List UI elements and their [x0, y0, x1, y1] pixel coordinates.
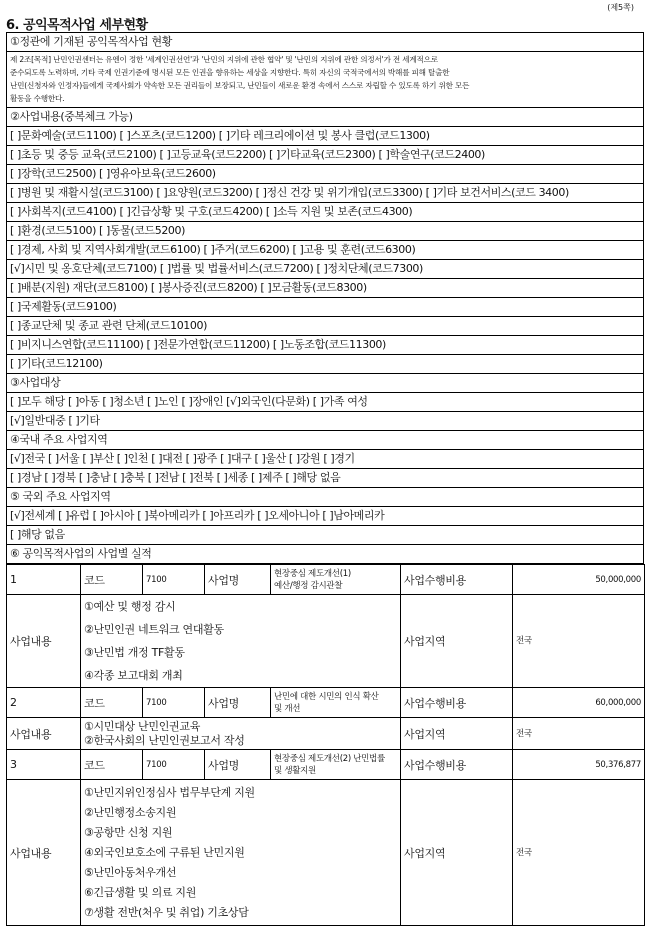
activity-item: ②난민인권 네트워크 연대활동 [84, 623, 224, 636]
domestic-region-row: [ ]경남 [ ]경북 [ ]충남 [ ]충북 [ ]전남 [ ]전북 [ ]세종 [ ]제주 [ ]해당 없음 [6, 469, 644, 488]
cost-label: 사업수행비용 [401, 750, 513, 780]
content-label: 사업내용 [7, 595, 81, 688]
project-content-row [7, 595, 645, 688]
activity-item: ①난민지위인정심사 법무부단계 지원 [84, 785, 255, 799]
activity-item: ⑤난민아동처우개선 [84, 865, 177, 879]
activity-item: ①시민대상 난민인권교육 [84, 719, 201, 733]
articles-purpose-text [6, 52, 644, 108]
overseas-region-row: [ ]해당 없음 [6, 526, 644, 545]
section-6-heading: ⑥ 공익목적사업의 사업별 실적 [6, 545, 644, 564]
content-label: 사업내용 [7, 718, 81, 750]
project-content-row [7, 780, 645, 926]
category-row: [ ]배분(지원) 재단(코드8100) [ ]봉사증진(코드8200) [ ]모금활동(코드8300) [6, 279, 644, 298]
activity-item: ③공항만 신청 지원 [84, 825, 173, 839]
section-2-heading: ②사업내용(중복체크 가능) [6, 108, 644, 127]
activity-item: ③난민법 개정 TF활동 [84, 646, 185, 659]
category-row: [ ]기타(코드12100) [6, 355, 644, 374]
activity-item: ①예산 및 행정 감시 [84, 600, 176, 613]
cost-label: 사업수행비용 [401, 688, 513, 718]
code-value: 7100 [143, 750, 205, 780]
category-row: [ ]경제, 사회 및 지역사회개발(코드6100) [ ]주거(코드6200) [ ]고용 및 훈련(코드6300) [6, 241, 644, 260]
activity-item: ②난민행정소송지원 [84, 805, 177, 819]
category-row: [ ]비지니스연합(코드11100) [ ]전문가연합(코드11200) [ ]노동조합(코드11300) [6, 336, 644, 355]
page-number-label: (제5쪽) [607, 3, 634, 12]
region-label: 사업지역 [401, 595, 513, 688]
activity-item: ⑦생활 전반(처우 및 취업) 기초상담 [84, 905, 249, 919]
performance-table [6, 564, 645, 926]
cost-value: 50,000,000 [513, 565, 645, 595]
category-row: [ ]환경(코드5100) [ ]동물(코드5200) [6, 222, 644, 241]
region-label: 사업지역 [401, 718, 513, 750]
category-row: [ ]종교단체 및 종교 관련 단체(코드10100) [6, 317, 644, 336]
overseas-region-row: [√]전세계 [ ]유럽 [ ]아시아 [ ]북아메리카 [ ]아프리카 [ ]오세아니아 [ ]남아메리카 [6, 507, 644, 526]
activity-item: ④각종 보고대회 개최 [84, 669, 183, 682]
region-value: 전국 [513, 595, 645, 688]
project-header-row [7, 688, 645, 718]
target-row: [ ]모두 해당 [ ]아동 [ ]청소년 [ ]노인 [ ]장애인 [√]외국인(다문화) [ ]가족 여성 [6, 393, 644, 412]
code-value: 7100 [143, 688, 205, 718]
region-label: 사업지역 [401, 780, 513, 926]
code-label: 코드 [81, 688, 143, 718]
purpose-line: 제 2조[목적] 난민인권센터는 유엔이 정한 '세계인권선언'과 '난민의 지위에 관한 협약' 및 '난민의 지위에 관한 의정서'가 전 세계적으로 [10, 55, 438, 64]
category-row: [ ]초등 및 중등 교육(코드2100) [ ]고등교육(코드2200) [ ]기타교육(코드2300) [ ]학술연구(코드2400) [6, 146, 644, 165]
project-number: 2 [7, 688, 81, 718]
project-name-value: 난민에 대한 시민의 인식 확산 및 개선 [271, 688, 401, 718]
section-1-heading: ①정관에 기재된 공익목적사업 현황 [6, 33, 644, 52]
cost-value: 60,000,000 [513, 688, 645, 718]
purpose-line: 활동을 수행한다. [10, 94, 65, 103]
activity-item: ⑥긴급생활 및 의료 지원 [84, 885, 197, 899]
category-row: [ ]장학(코드2500) [ ]영유아보육(코드2600) [6, 165, 644, 184]
cost-label: 사업수행비용 [401, 565, 513, 595]
code-value: 7100 [143, 565, 205, 595]
category-row: [ ]국제활동(코드9100) [6, 298, 644, 317]
category-row: [ ]병원 및 재활시설(코드3100) [ ]요양원(코드3200) [ ]정신 건강 및 위기개입(코드3300) [ ]기타 보건서비스(코드 3400) [6, 184, 644, 203]
category-row: [ ]사회복지(코드4100) [ ]긴급상황 및 구호(코드4200) [ ]소득 지원 및 보존(코드4300) [6, 203, 644, 222]
activity-list [81, 780, 401, 926]
activity-item: ④외국인보호소에 구류된 난민지원 [84, 845, 245, 859]
project-number: 1 [7, 565, 81, 595]
activity-item: ②한국사회의 난민인권보고서 작성 [84, 733, 245, 747]
section-4-heading: ④국내 주요 사업지역 [6, 431, 644, 450]
activity-list [81, 595, 401, 688]
purpose-line: 준수되도록 노력하며, 기타 국제 인권기준에 명시된 모든 인권을 향유하는 세상을 지향한다. 특히 자신의 국적국에서의 박해를 피해 탈출한 [10, 68, 450, 77]
project-header-row [7, 750, 645, 780]
main-form [6, 32, 644, 926]
category-row: [√]시민 및 옹호단체(코드7100) [ ]법률 및 법률서비스(코드7200) [ ]정치단체(코드7300) [6, 260, 644, 279]
section-3-heading: ③사업대상 [6, 374, 644, 393]
project-number: 3 [7, 750, 81, 780]
activity-list [81, 718, 401, 750]
region-value: 전국 [513, 718, 645, 750]
content-label: 사업내용 [7, 780, 81, 926]
project-content-row [7, 718, 645, 750]
document-title: 6. 공익목적사업 세부현황 [6, 18, 148, 33]
cost-value: 50,376,877 [513, 750, 645, 780]
code-label: 코드 [81, 750, 143, 780]
project-name-value: 현장중심 제도개선(2) 난민법률 및 생활지원 [271, 750, 401, 780]
target-row: [√]일반대중 [ ]기타 [6, 412, 644, 431]
region-value: 전국 [513, 780, 645, 926]
project-header-row [7, 565, 645, 595]
project-name-label: 사업명 [205, 688, 271, 718]
project-name-value: 현장중심 제도개선(1) 예산/행정 감시관찰 [271, 565, 401, 595]
purpose-line: 난민(신청자와 인정자)들에게 국제사회가 약속한 모든 권리들이 보장되고, 난민들이 새로운 환경 속에서 스스로 자립할 수 있도록 하기 위한 모든 [10, 81, 470, 90]
project-name-label: 사업명 [205, 565, 271, 595]
code-label: 코드 [81, 565, 143, 595]
section-5-heading: ⑤ 국외 주요 사업지역 [6, 488, 644, 507]
domestic-region-row: [√]전국 [ ]서울 [ ]부산 [ ]인천 [ ]대전 [ ]광주 [ ]대구 [ ]울산 [ ]강원 [ ]경기 [6, 450, 644, 469]
category-row: [ ]문화예술(코드1100) [ ]스포츠(코드1200) [ ]기타 레크리에이션 및 봉사 클럽(코드1300) [6, 127, 644, 146]
project-name-label: 사업명 [205, 750, 271, 780]
